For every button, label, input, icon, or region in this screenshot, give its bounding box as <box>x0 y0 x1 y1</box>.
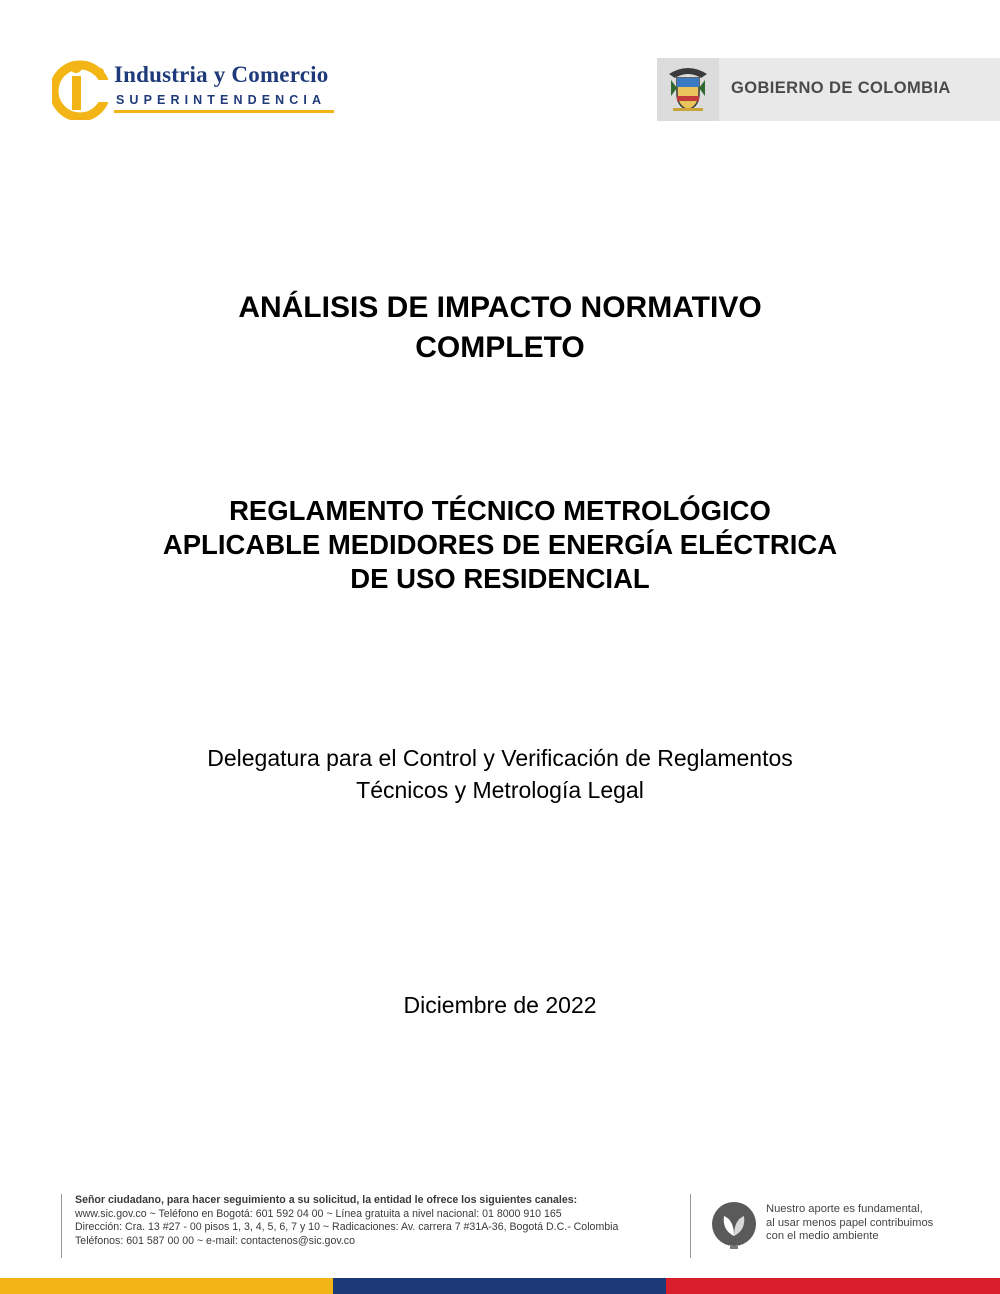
subtitle-line-1: REGLAMENTO TÉCNICO METROLÓGICO <box>229 495 771 526</box>
footer-divider <box>690 1194 691 1258</box>
leaf-recycle-icon <box>710 1200 758 1252</box>
colombia-coat-of-arms-icon <box>665 64 711 114</box>
footer-line-4: Teléfonos: 601 587 00 00 ~ e-mail: contactenos@sic.gov.co <box>75 1234 355 1247</box>
subtitle-line-3: DE USO RESIDENCIAL <box>350 563 650 594</box>
eco-line-2: al usar menos papel contribuimos <box>766 1216 934 1229</box>
footer-contact <box>61 1194 695 1258</box>
delegatura <box>0 742 1000 806</box>
sic-underline <box>114 110 334 113</box>
subtitle-line-2: APLICABLE MEDIDORES DE ENERGÍA ELÉCTRICA <box>162 529 838 560</box>
eco-message <box>766 1203 933 1244</box>
footer-line-2: www.sic.gov.co ~ Teléfono en Bogotá: 601 592 04 00 ~ Línea gratuita a nivel nacional: 01 8000 910 165 <box>75 1207 562 1220</box>
eco-line-1: Nuestro aporte es fundamental, <box>766 1203 923 1215</box>
document-title <box>0 288 1000 368</box>
delegatura-line-2: Técnicos y Metrología Legal <box>356 777 644 803</box>
stripe-blue <box>333 1278 666 1294</box>
gobierno-colombia-logo <box>657 58 1000 121</box>
stripe-red <box>666 1278 1000 1294</box>
footer-line-3: Dirección: Cra. 13 #27 - 00 pisos 1, 3, 4, 5, 6, 7 y 10 ~ Radicaciones: Av. carrera 7 #31A-36, Bogotá D.C.- Colombia <box>75 1221 619 1234</box>
sic-logo <box>52 58 352 120</box>
document-date: Diciembre de 2022 <box>403 992 597 1018</box>
document-subtitle <box>0 494 1000 596</box>
crest-box <box>657 58 719 121</box>
sic-name: Industria y Comercio <box>114 62 329 87</box>
sic-logo-mark-icon <box>52 58 108 120</box>
title-line-2: COMPLETO <box>415 331 585 364</box>
sic-subtitle: SUPERINTENDENCIA <box>116 93 327 107</box>
title-line-1: ANÁLISIS DE IMPACTO NORMATIVO <box>238 291 762 324</box>
eco-line-3: con el medio ambiente <box>766 1230 879 1242</box>
delegatura-line-1: Delegatura para el Control y Verificación de Reglamentos <box>207 745 793 771</box>
stripe-yellow <box>0 1278 333 1294</box>
gobierno-colombia-text: GOBIERNO DE COLOMBIA <box>731 79 951 97</box>
footer-line-1: Señor ciudadano, para hacer seguimiento a su solicitud, la entidad le ofrece los siguientes canales: <box>75 1194 578 1206</box>
